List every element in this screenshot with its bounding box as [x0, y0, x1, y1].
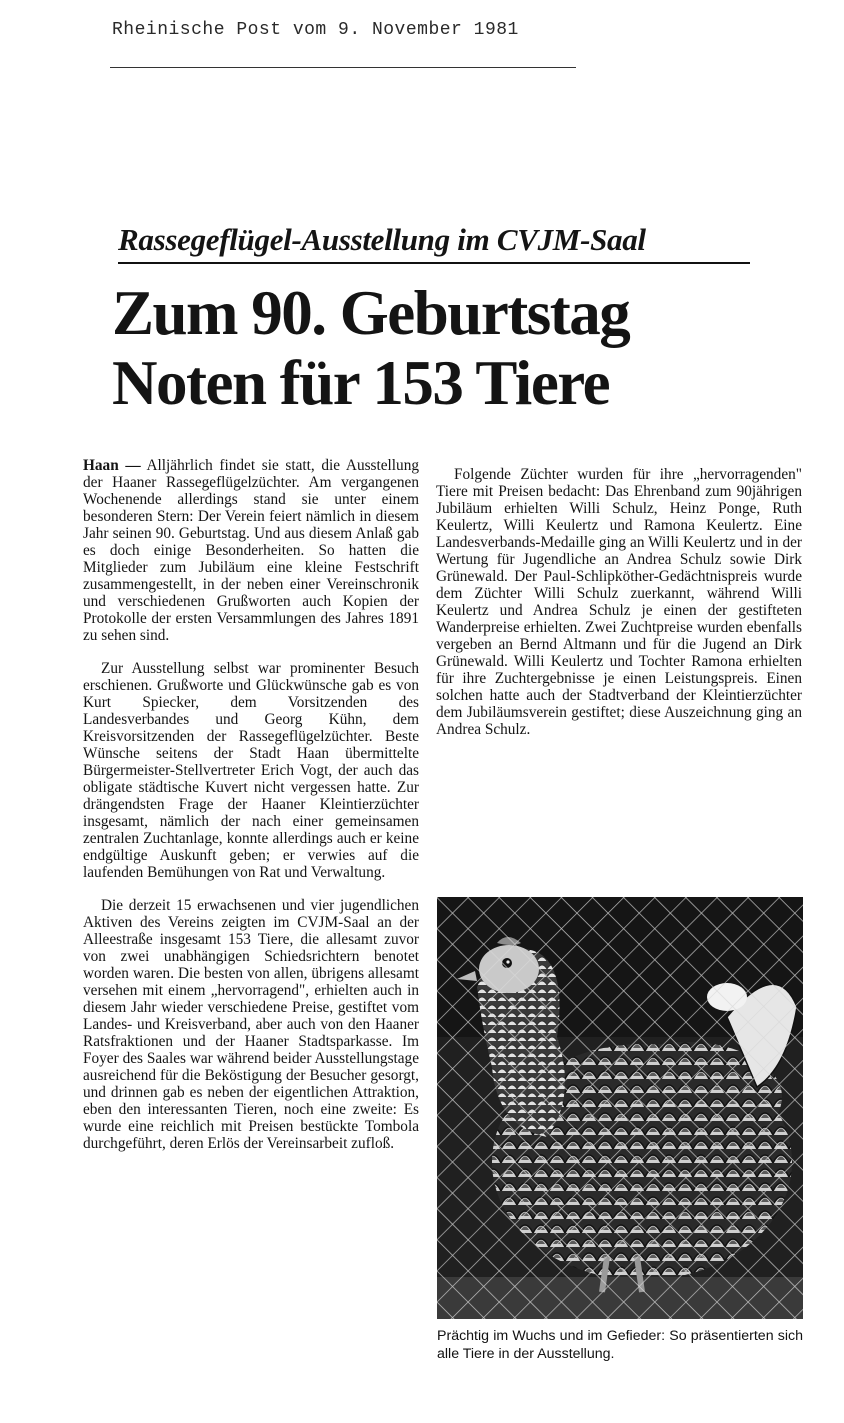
article-paragraph-3: Die derzeit 15 erwachsenen und vier jugendlichen Aktiven des Vereins zeigten im CVJM-Saal an der Alleestraße insgesamt 153 Tiere, die allesamt zuvor von zwei unabhängigen Schiedsrichtern benotet worden waren. Die besten von allen, übrigens allesamt versehen mit einem „hervorragend", erhielten auch in diesem Jahr wieder verschiedene Preise, gestiftet vom Landes- und Kreisverband, aber auch von den Haaner Ratsfraktionen und der Haaner Stadtsparkasse. Im Foyer des Saales war während beider Ausstellungstage ausreichend für die Beköstigung der Besucher gesorgt, und drinnen gab es neben der eigentlichen Attraktion, eben den interessanten Tieren, noch eine zweite: Es wurde eine reichlich mit Preisen bestückte Tombola durchgeführt, deren Erlös der Vereinsarbeit zufloß. — [83, 897, 419, 1152]
paragraph-1-text: Alljährlich findet sie statt, die Ausstellung der Haaner Rassegeflügelzüchter. Am vergangenen Wochenende allerdings stand sie unter einem besonderen Stern: Der Verein feiert nämlich in diesem Jahr seinen 90. Geburtstag. Und aus diesem Anlaß gab es doch einige Besonderheiten. So hatten die Mitglieder zum Jubiläum eine kleine Festschrift zusammengestellt, in der neben einer Vereinschronik und verschiedenen Grußworten auch Kopien der Protokolle der ersten Versammlungen des Jahres 1891 zu sehen sind. — [83, 457, 419, 644]
kicker-headline: Rassegeflügel-Ausstellung im CVJM-Saal — [118, 222, 646, 257]
headline-line-2: Noten für 153 Tiere — [112, 348, 610, 418]
source-underline — [110, 67, 576, 68]
article-paragraph-1 — [83, 457, 419, 644]
main-headline — [112, 278, 772, 418]
headline-line-1: Zum 90. Geburtstag — [112, 278, 630, 348]
article-paragraph-2: Zur Ausstellung selbst war prominenter Besuch erschienen. Grußworte und Glückwünsche gab es von Kurt Spiecker, dem Vorsitzenden des Landesverbandes und Georg Kühn, dem Kreisvorsitzenden der Rassegeflügelzüchter. Beste Wünsche seitens der Stadt Haan übermittelte Bürgermeister-Stellvertreter Erich Vogt, der auch das obligate städtische Kuvert nicht vergessen hatte. Zur drängendsten Frage der Haaner Kleintierzüchter insgesamt, nämlich der nach einer gemeinsamen zentralen Zuchtanlage, konnte allerdings auch er keine endgültige Auskunft geben; er verwies auf die laufenden Bemühungen von Rat und Verwaltung. — [83, 660, 419, 881]
dateline: Haan — — [83, 457, 141, 474]
article-column-left — [83, 457, 419, 1168]
kicker-rule — [118, 262, 750, 264]
chicken-photo — [437, 897, 803, 1319]
photo-caption: Prächtig im Wuchs und im Gefieder: So präsentierten sich alle Tiere in der Ausstellung. — [437, 1328, 803, 1362]
article-paragraph-4: Folgende Züchter wurden für ihre „hervorragenden" Tiere mit Preisen bedacht: Das Ehrenband zum 90jährigen Jubiläum erhielten Willi Schulz, Heinz Ponge, Ruth Keulertz, Willi Keulertz und Ramona Keulertz. Eine Landesverbands-Medaille ging an Willi Keulertz und in der Wertung für Jugendliche an Andrea Schulz sowie Dirk Grünewald. Der Paul-Schlipköther-Gedächtnispreis wurde dem Züchter Willi Schulz zuerkannt, während Willi Keulertz und Andrea Schulz je einen der gestifteten Wanderpreise erhielten. Zwei Zuchtpreise wurden ebenfalls vergeben an Bernd Altmann und für die Jugend an Dirk Grünewald. Willi Keulertz und Tochter Ramona erhielten für ihre Zuchtergebnisse je einen Leistungspreis. Einen solchen hatte auch der Stadtverband der Kleintierzüchter dem Jubiläumsverein gestiftet; diese Auszeichnung ging an Andrea Schulz. — [436, 466, 802, 738]
source-line: Rheinische Post vom 9. November 1981 — [112, 20, 519, 40]
article-column-right — [436, 466, 802, 754]
chicken-photo-image — [437, 897, 803, 1319]
